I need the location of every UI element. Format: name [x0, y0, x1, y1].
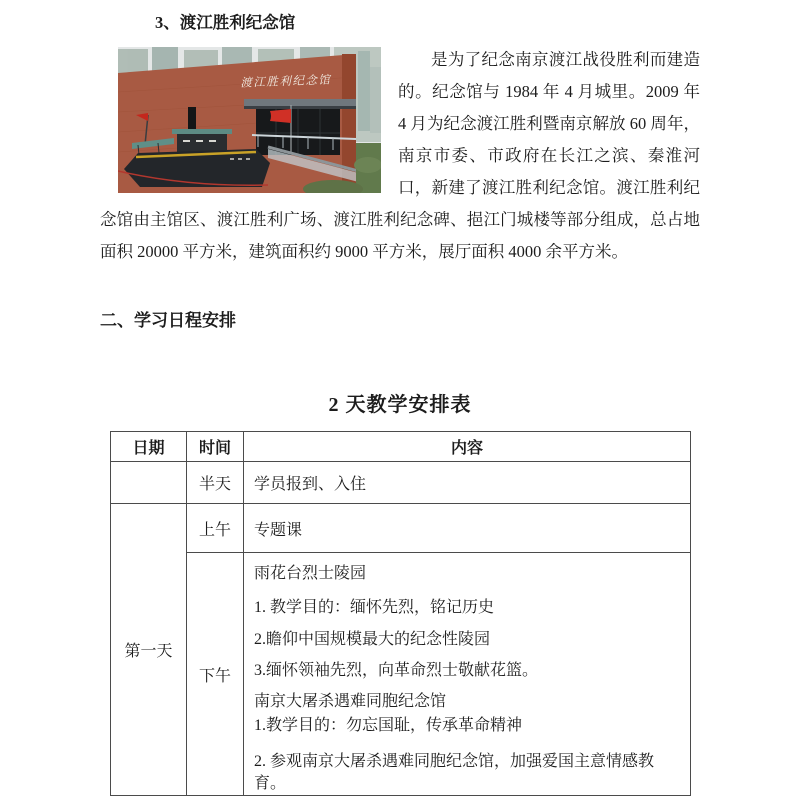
- schedule-row-afternoon: [111, 553, 691, 796]
- boat-cabin-roof: [172, 129, 232, 134]
- memorial-section: [100, 44, 700, 268]
- arrival-time-cell: 半天: [187, 462, 244, 504]
- afternoon-line: 南京大屠杀遇难同胞纪念馆: [254, 693, 447, 710]
- day1-label-cell: 第一天: [111, 504, 187, 796]
- schedule-row-arrival: [111, 462, 691, 504]
- schedule-row-morning: [111, 504, 691, 553]
- memorial-photo: [118, 47, 381, 193]
- header-time: 时间: [187, 432, 244, 462]
- afternoon-line: 3.缅怀领袖先烈，向革命烈士敬献花篮。: [254, 662, 539, 679]
- afternoon-line: 2. 参观南京大屠杀遇难同胞纪念馆，加强爱国主意情感教育。: [254, 753, 655, 792]
- header-date: 日期: [111, 432, 187, 462]
- red-flag-icon: [270, 109, 291, 123]
- afternoon-time-cell: 下午: [187, 553, 244, 796]
- arrival-content-cell: 学员报到、入住: [244, 462, 691, 504]
- subsection-heading: 3、渡江胜利纪念馆: [155, 13, 296, 32]
- schedule-header-row: [111, 432, 691, 462]
- section-heading: 二、学习日程安排: [100, 311, 236, 330]
- document-content: [100, 0, 700, 796]
- morning-time-cell: 上午: [187, 504, 244, 553]
- boat-cabin: [177, 134, 227, 153]
- memorial-paragraph: 是为了纪念南京渡江战役胜利而建造的。纪念馆与 1984 年 4 月城里。2009 年 4 月为纪念渡江胜利暨南京解放 60 周年，南京市委、市政府在长江之滨、秦淮河口，新建了渡江胜利纪念馆。渡江胜利纪念馆由主馆区、渡江胜利广场、渡江胜利纪念碑、挹江门城楼等部分组成，总占地面积 20000 平方米，建筑面积约 9000 平方米，展厅面积 4000 余平方米。: [100, 50, 700, 261]
- afternoon-line: 雨花台烈士陵园: [254, 565, 367, 582]
- afternoon-content-cell: [244, 553, 691, 796]
- arrival-date-cell: [111, 462, 187, 504]
- afternoon-line: 1. 教学目的：缅怀先烈，铭记历史: [254, 599, 495, 616]
- afternoon-line: 2.瞻仰中国规模最大的纪念性陵园: [254, 631, 491, 648]
- afternoon-line: 1.教学目的：勿忘国耻，传承革命精神: [254, 717, 523, 734]
- canopy-shadow: [244, 106, 356, 109]
- morning-content-cell: 专题课: [244, 504, 691, 553]
- facade-calligraphy: 渡江胜利纪念馆: [240, 74, 332, 90]
- header-content: 内容: [244, 432, 691, 462]
- canopy-beam: [244, 99, 356, 106]
- schedule-table-title: 2 天教学安排表: [328, 394, 472, 416]
- schedule-table: [110, 431, 691, 796]
